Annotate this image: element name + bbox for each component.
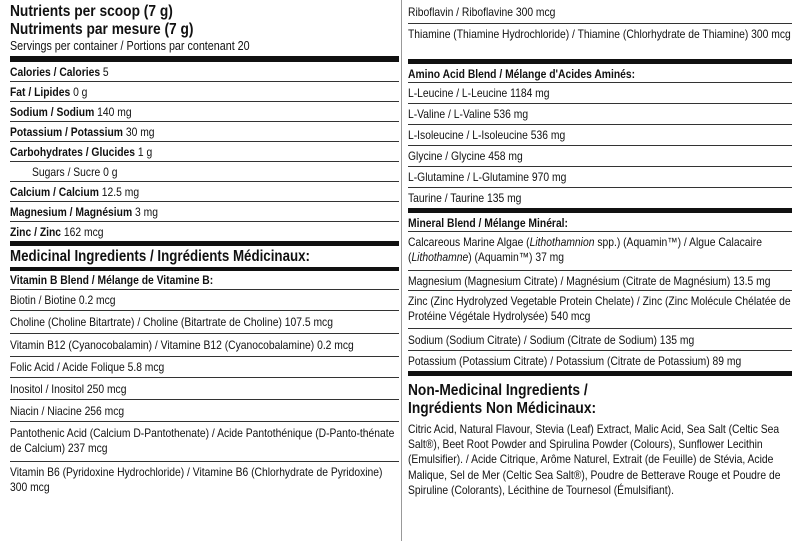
ingredient-row: Folic Acid / Acide Folique 5.8 mcg [10, 357, 399, 378]
non-medicinal-text: Citric Acid, Natural Flavour, Stevia (Leaf) Extract, Malic Acid, Sea Salt (Celtic Sea Salt®), Beet Root Powder and Spirulina Powder (Colours), Sunflower Lecithin (Emulsifier). / Acide Citrique, Arôme Naturel, Extrait (de Feuille) de Stévia, Acide Malique, Sel de Mer (Celtic Sea Salt®), Poudre de Betterave Rouge et Poudre de Spiruline (Colorants), Lécithine de Tournesol (Émulsifiant). [408, 422, 781, 497]
nutrient-row: Zinc / Zinc 162 mcg [10, 222, 399, 246]
vitamin-b-list [10, 271, 399, 500]
ingredient-row: Calcareous Marine Algae (Lithothamnion spp.) (Aquamin™) / Algue Calacaire (Lithothamne) (Aquamin™) 37 mg [408, 232, 792, 271]
ingredient-row: Taurine / Taurine 135 mg [408, 188, 792, 213]
nutrient-row: Carbohydrates / Glucides 1 g [10, 142, 399, 162]
nutrient-list [10, 62, 399, 246]
blend-header: Mineral Blend / Mélange Minéral: [408, 213, 792, 232]
servings-text: Servings per container / Portions par contenant 20 [10, 39, 250, 53]
nutrient-row: Potassium / Potassium 30 mg [10, 122, 399, 142]
ingredient-row: Niacin / Niacine 256 mcg [10, 400, 399, 422]
ingredient-row: Choline (Choline Bitartrate) / Choline (Bitartrate de Choline) 107.5 mcg [10, 311, 399, 334]
nutrition-facts-column [10, 0, 399, 500]
ingredient-row: Potassium (Potassium Citrate) / Potassium (Citrate de Potassium) 89 mg [408, 351, 792, 376]
nutrient-row-sub: Sugars / Sucre 0 g [10, 162, 399, 182]
nutrient-row: Calcium / Calcium 12.5 mg [10, 182, 399, 202]
ingredient-row: Riboflavin / Riboflavine 300 mcg [408, 0, 792, 24]
amino-acid-list [408, 64, 792, 213]
nutrient-row: Fat / Lipides 0 g [10, 82, 399, 102]
blend-header: Vitamin B Blend / Mélange de Vitamine B: [10, 271, 399, 290]
ingredient-row: Biotin / Biotine 0.2 mcg [10, 290, 399, 311]
ingredient-row: Magnesium (Magnesium Citrate) / Magnésium (Citrate de Magnésium) 13.5 mg [408, 271, 792, 291]
medicinal-ingredients-title: Medicinal Ingredients / Ingrédients Médicinaux: [10, 248, 310, 265]
mineral-list [408, 213, 792, 376]
ingredient-row: Glycine / Glycine 458 mg [408, 146, 792, 167]
column-divider [401, 0, 402, 541]
nutrient-row: Calories / Calories 5 [10, 62, 399, 82]
ingredient-row: Vitamin B6 (Pyridoxine Hydrochloride) / Vitamine B6 (Chlorhydrate de Pyridoxine) 300 mcg [10, 465, 383, 494]
ingredient-row: Inositol / Inositol 250 mcg [10, 378, 399, 400]
ingredient-row: L-Leucine / L-Leucine 1184 mg [408, 83, 792, 104]
ingredient-row: Vitamin B12 (Cyanocobalamin) / Vitamine B12 (Cyanocobalamine) 0.2 mcg [10, 334, 399, 357]
ingredient-row: Pantothenic Acid (Calcium D-Pantothenate) / Acide Pantothénique (D-Panto-thénate de Calcium) 237 mcg [10, 422, 399, 462]
nutrients-title-fr: Nutriments par mesure (7 g) [10, 21, 194, 38]
nutrient-row: Sodium / Sodium 140 mg [10, 102, 399, 122]
nutrients-title-en: Nutrients per scoop (7 g) [10, 3, 173, 20]
non-medicinal-title-fr: Ingrédients Non Médicinaux: [408, 400, 597, 417]
blend-header: Amino Acid Blend / Mélange d'Acides Aminés: [408, 64, 792, 83]
nutrient-row: Magnesium / Magnésium 3 mg [10, 202, 399, 222]
ingredient-row: L-Valine / L-Valine 536 mg [408, 104, 792, 125]
ingredient-row: Thiamine (Thiamine Hydrochloride) / Thiamine (Chlorhydrate de Thiamine) 300 mcg [408, 24, 792, 64]
ingredient-row: L-Isoleucine / L-Isoleucine 536 mg [408, 125, 792, 146]
non-medicinal-section [408, 382, 792, 498]
ingredients-column [408, 0, 792, 498]
ingredient-row: Sodium (Sodium Citrate) / Sodium (Citrate de Sodium) 135 mg [408, 329, 792, 351]
non-medicinal-title-en: Non-Medicinal Ingredients / [408, 382, 588, 399]
ingredient-row: L-Glutamine / L-Glutamine 970 mg [408, 167, 792, 188]
ingredient-row: Zinc (Zinc Hydrolyzed Vegetable Protein Chelate) / Zinc (Zinc Molécule Chélatée de Protéine Végétale Hydrolysée) 540 mcg [408, 291, 792, 329]
